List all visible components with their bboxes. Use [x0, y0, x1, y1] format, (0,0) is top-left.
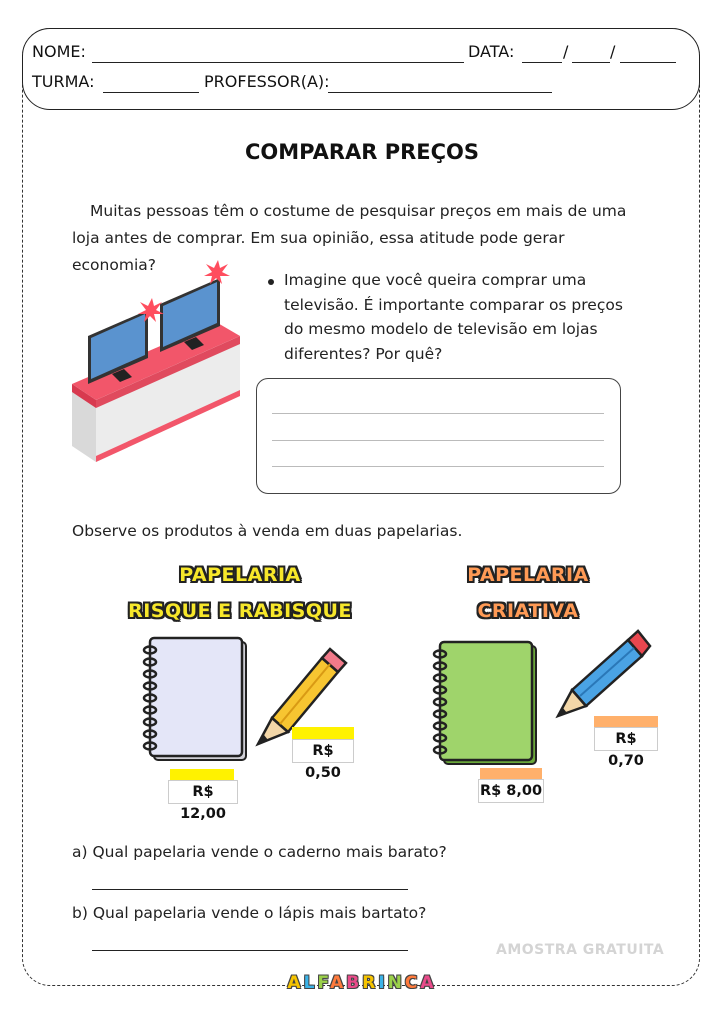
- brand-letter: A: [287, 973, 304, 993]
- brand-letter: I: [378, 973, 388, 993]
- brand-letter: R: [362, 973, 379, 993]
- date-separator: /: [610, 42, 616, 61]
- bullet-dot: [268, 279, 274, 285]
- date-label: DATA:: [468, 42, 515, 61]
- answer-b-field[interactable]: [92, 950, 408, 951]
- pencil-icon: [554, 626, 654, 720]
- date-day-field[interactable]: [522, 62, 562, 63]
- answer-a-field[interactable]: [92, 889, 408, 890]
- shop1-pencil-price: R$ 0,50: [292, 739, 354, 763]
- brand-letter: C: [404, 973, 421, 993]
- brand-logo-letters: [287, 973, 436, 993]
- date-month-field[interactable]: [572, 62, 610, 63]
- shop1-title-line2: RISQUE E RABISQUE: [128, 600, 352, 622]
- shop2-title-line2: CRIATIVA: [477, 600, 579, 622]
- brand-logo: [0, 973, 724, 993]
- watermark: AMOSTRA GRATUITA: [496, 942, 665, 958]
- question-a: a) Qual papelaria vende o caderno mais barato?: [72, 843, 447, 861]
- brand-letter: A: [420, 973, 437, 993]
- date-separator: /: [563, 42, 569, 61]
- shop2-pencil-price: R$ 0,70: [594, 727, 658, 751]
- tv-question: Imagine que você queira comprar uma televisão. É importante comparar os preços do mesmo modelo de televisão em lojas diferentes? Por quê?: [284, 271, 623, 363]
- tv-store-illustration: [68, 258, 244, 466]
- class-label: TURMA:: [32, 72, 95, 91]
- shop2-notebook-price: R$ 8,00: [478, 779, 544, 803]
- intro-paragraph: Muitas pessoas têm o costume de pesquisar preços em mais de uma loja antes de comprar. Em sua opinião, essa atitude pode gerar economia?: [72, 202, 627, 274]
- teacher-field[interactable]: [328, 92, 552, 93]
- class-field[interactable]: [103, 92, 199, 93]
- answer-line: [272, 413, 604, 414]
- brand-letter: A: [330, 973, 347, 993]
- brand-letter: N: [387, 973, 405, 993]
- teacher-label: PROFESSOR(A):: [204, 72, 330, 91]
- name-field[interactable]: [92, 62, 464, 63]
- brand-letter: L: [303, 973, 318, 993]
- shop1-title-line1: PAPELARIA: [179, 564, 301, 586]
- notebook-icon: [138, 632, 250, 764]
- price-band: [292, 727, 354, 739]
- question-b: b) Qual papelaria vende o lápis mais bartato?: [72, 904, 427, 922]
- date-year-field[interactable]: [620, 62, 676, 63]
- answer-line: [272, 466, 604, 467]
- observe-instruction: Observe os produtos à venda em duas papelarias.: [72, 522, 463, 540]
- name-label: NOME:: [32, 42, 86, 61]
- shop2-title-line1: PAPELARIA: [467, 564, 589, 586]
- header-box: [22, 28, 700, 110]
- shop1-notebook-price: R$ 12,00: [168, 780, 238, 804]
- brand-letter: B: [346, 973, 363, 993]
- brand-letter: F: [317, 973, 331, 993]
- answer-line: [272, 440, 604, 441]
- notebook-icon: [428, 636, 540, 768]
- answer-box[interactable]: [256, 378, 621, 494]
- page-title: COMPARAR PREÇOS: [244, 140, 480, 164]
